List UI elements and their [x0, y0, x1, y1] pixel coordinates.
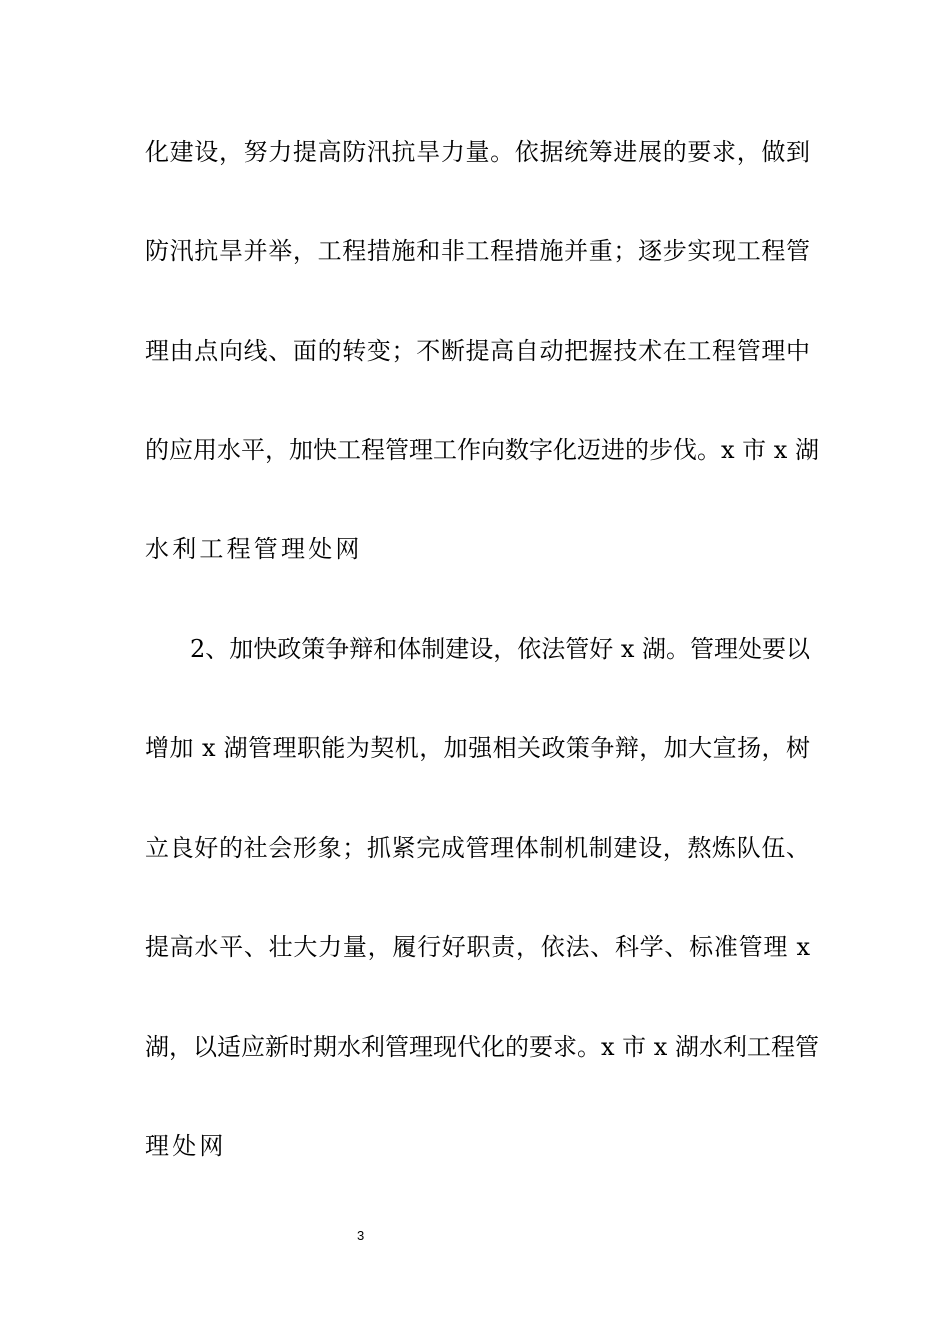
text-line-10: 湖，以适应新时期水利管理现代化的要求。x 市 x 湖水利工程管 [145, 1033, 819, 1061]
text-line-2: 防汛抗旱并举，工程措施和非工程措施并重；逐步实现工程管 [145, 237, 810, 265]
text-line-11: 理处网 [145, 1132, 227, 1160]
text-line-4: 的应用水平，加快工程管理工作向数字化迈进的步伐。x 市 x 湖 [145, 436, 819, 464]
text-line-8: 立良好的社会形象；抓紧完成管理体制机制建设，熬炼队伍、 [145, 834, 810, 862]
text-line-3: 理由点向线、面的转变；不断提高自动把握技术在工程管理中 [145, 337, 810, 365]
text-line-1: 化建设，努力提高防汛抗旱力量。依据统筹进展的要求，做到 [145, 138, 810, 166]
page-number: 3 [357, 1228, 365, 1243]
text-line-7: 增加 x 湖管理职能为契机，加强相关政策争辩，加大宣扬，树 [145, 734, 810, 762]
paragraph-2-line-1: 2、加快政策争辩和体制建设，依法管好 x 湖。管理处要以 [190, 635, 811, 663]
text-line-5: 水利工程管理处网 [145, 535, 363, 563]
text-line-9: 提高水平、壮大力量，履行好职责，依法、科学、标准管理 x [145, 933, 810, 961]
